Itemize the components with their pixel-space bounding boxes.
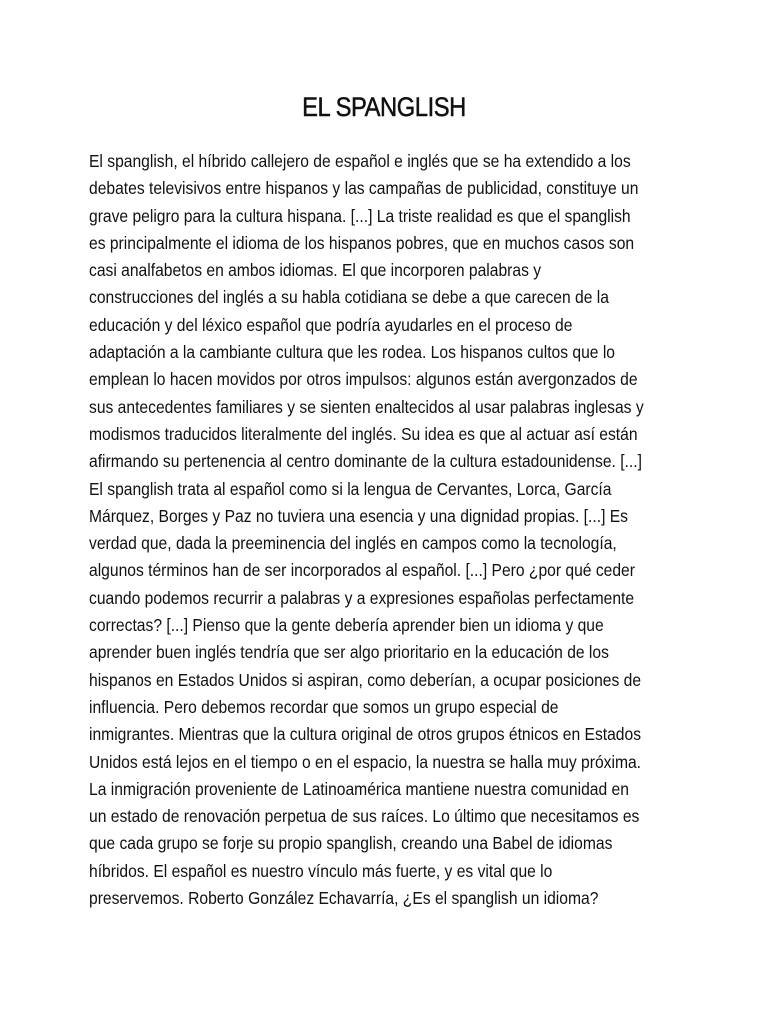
text-line: El spanglish trata al español como si la lengua de Cervantes, Lorca, García (89, 478, 612, 499)
text-line: cuando podemos recurrir a palabras y a expresiones españolas perfectamente (89, 587, 635, 608)
page-title: EL SPANGLISH (302, 92, 466, 122)
text-line: emplean lo hacen movidos por otros impulsos: algunos están avergonzados de (89, 369, 638, 390)
text-line: modismos traducidos literalmente del inglés. Su idea es que al actuar así están (89, 423, 638, 444)
text-line: verdad que, dada la preeminencia del inglés en campos como la tecnología, (89, 533, 617, 554)
text-line: educación y del léxico español que podría ayudarles en el proceso de (89, 314, 573, 335)
text-line: sus antecedentes familiares y se sienten enaltecidos al usar palabras inglesas y (89, 396, 644, 417)
text-line: debates televisivos entre hispanos y las campañas de publicidad, constituye un (89, 178, 639, 199)
body-paragraph (89, 148, 681, 912)
text-line: La inmigración proveniente de Latinoamérica mantiene nuestra comunidad en (89, 778, 629, 799)
text-line: aprender buen inglés tendría que ser algo prioritario en la educación de los (89, 642, 609, 663)
text-line: que cada grupo se forje su propio spanglish, creando una Babel de idiomas (89, 833, 613, 854)
text-line: casi analfabetos en ambos idiomas. El que incorporen palabras y (89, 260, 542, 281)
text-line: grave peligro para la cultura hispana. [...] La triste realidad es que el spanglish (89, 205, 631, 226)
text-line: correctas? [...] Pienso que la gente debería aprender bien un idioma y que (89, 615, 604, 636)
text-line: preservemos. Roberto González Echavarría, ¿Es el spanglish un idioma? (89, 888, 599, 909)
text-line: inmigrantes. Mientras que la cultura original de otros grupos étnicos en Estados (89, 724, 642, 745)
text-line: Márquez, Borges y Paz no tuviera una esencia y una dignidad propias. [...] Es (89, 505, 629, 526)
text-line: adaptación a la cambiante cultura que les rodea. Los hispanos cultos que lo (89, 342, 616, 363)
text-line: es principalmente el idioma de los hispanos pobres, que en muchos casos son (89, 232, 635, 253)
text-line: influencia. Pero debemos recordar que somos un grupo especial de (89, 696, 559, 717)
text-line: hispanos en Estados Unidos si aspiran, como deberían, a ocupar posiciones de (89, 669, 642, 690)
text-line: híbridos. El español es nuestro vínculo más fuerte, y es vital que lo (89, 860, 553, 881)
text-line: un estado de renovación perpetua de sus raíces. Lo último que necesitamos es (89, 806, 640, 827)
text-line: El spanglish, el híbrido callejero de español e inglés que se ha extendido a los (89, 151, 631, 171)
text-line: construcciones del inglés a su habla cotidiana se debe a que carecen de la (89, 287, 609, 308)
text-line: algunos términos han de ser incorporados al español. [...] Pero ¿por qué ceder (89, 560, 635, 581)
text-line: Unidos está lejos en el tiempo o en el espacio, la nuestra se halla muy próxima. (89, 751, 642, 772)
text-line: afirmando su pertenencia al centro dominante de la cultura estadounidense. [...] (89, 451, 642, 472)
